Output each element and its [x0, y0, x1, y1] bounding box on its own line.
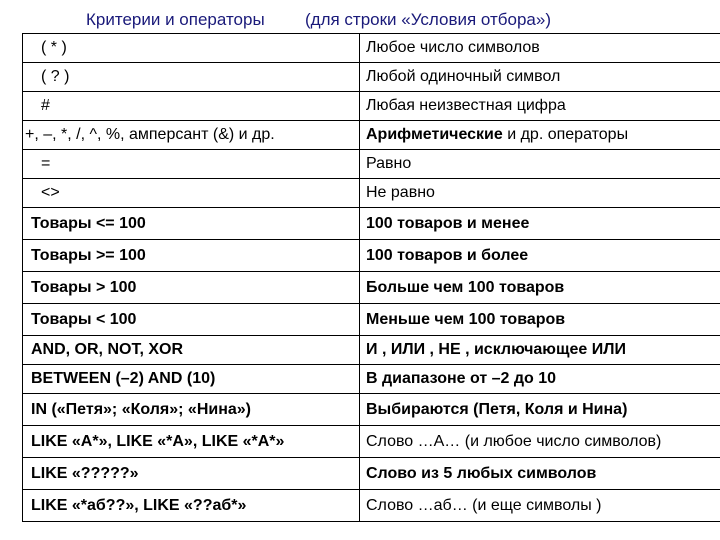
- page-subtitle: (для строки «Условия отбора»): [305, 10, 552, 29]
- table-row: [23, 121, 720, 150]
- table-row: [23, 34, 720, 63]
- operator-cell: BETWEEN (–2) AND (10): [23, 365, 360, 394]
- page-title: Критерии и операторы: [86, 10, 265, 29]
- description-cell: Слово …А… (и любое число символов): [360, 426, 720, 458]
- description-cell: Слово из 5 любых символов: [360, 458, 720, 490]
- description-cell: Меньше чем 100 товаров: [360, 304, 720, 336]
- table-row: [23, 63, 720, 92]
- table-row: [23, 304, 720, 336]
- table-row: [23, 208, 720, 240]
- table-row: [23, 336, 720, 365]
- operator-cell: AND, OR, NOT, XOR: [23, 336, 360, 365]
- description-cell: [360, 121, 720, 150]
- table-row: [23, 490, 720, 522]
- operator-cell: +, –, *, /, ^, %, амперсант (&) и др.: [23, 121, 360, 150]
- operator-cell: ( * ): [23, 34, 360, 63]
- table-row: [23, 179, 720, 208]
- operator-cell: IN («Петя»; «Коля»; «Нина»): [23, 394, 360, 426]
- table-row: [23, 426, 720, 458]
- operator-cell: Товары > 100: [23, 272, 360, 304]
- operators-table: [22, 33, 720, 522]
- table-row: [23, 365, 720, 394]
- description-cell: Слово …аб… (и еще символы ): [360, 490, 720, 522]
- table-row: [23, 272, 720, 304]
- description-cell: И , ИЛИ , НЕ , исключающее ИЛИ: [360, 336, 720, 365]
- description-cell: 100 товаров и более: [360, 240, 720, 272]
- operator-cell: Товары <= 100: [23, 208, 360, 240]
- description-cell: Больше чем 100 товаров: [360, 272, 720, 304]
- operator-cell: #: [23, 92, 360, 121]
- operator-cell: LIKE «*аб??», LIKE «??аб*»: [23, 490, 360, 522]
- description-rest: и др. операторы: [502, 126, 629, 143]
- description-cell: Любое число символов: [360, 34, 720, 63]
- title-bar: [0, 8, 720, 36]
- operator-cell: Товары < 100: [23, 304, 360, 336]
- operator-cell: ( ? ): [23, 63, 360, 92]
- operator-cell: <>: [23, 179, 360, 208]
- description-cell: Равно: [360, 150, 720, 179]
- description-cell: В диапазоне от –2 до 10: [360, 365, 720, 394]
- table-row: [23, 150, 720, 179]
- description-cell: Любая неизвестная цифра: [360, 92, 720, 121]
- operator-cell: =: [23, 150, 360, 179]
- description-bold: Арифметические: [366, 126, 503, 143]
- description-cell: Любой одиночный символ: [360, 63, 720, 92]
- operator-cell: LIKE «?????»: [23, 458, 360, 490]
- table-row: [23, 92, 720, 121]
- table-row: [23, 394, 720, 426]
- description-cell: 100 товаров и менее: [360, 208, 720, 240]
- description-cell: Выбираются (Петя, Коля и Нина): [360, 394, 720, 426]
- table-row: [23, 240, 720, 272]
- description-cell: Не равно: [360, 179, 720, 208]
- operator-cell: LIKE «A*», LIKE «*A», LIKE «*A*»: [23, 426, 360, 458]
- operator-cell: Товары >= 100: [23, 240, 360, 272]
- table-row: [23, 458, 720, 490]
